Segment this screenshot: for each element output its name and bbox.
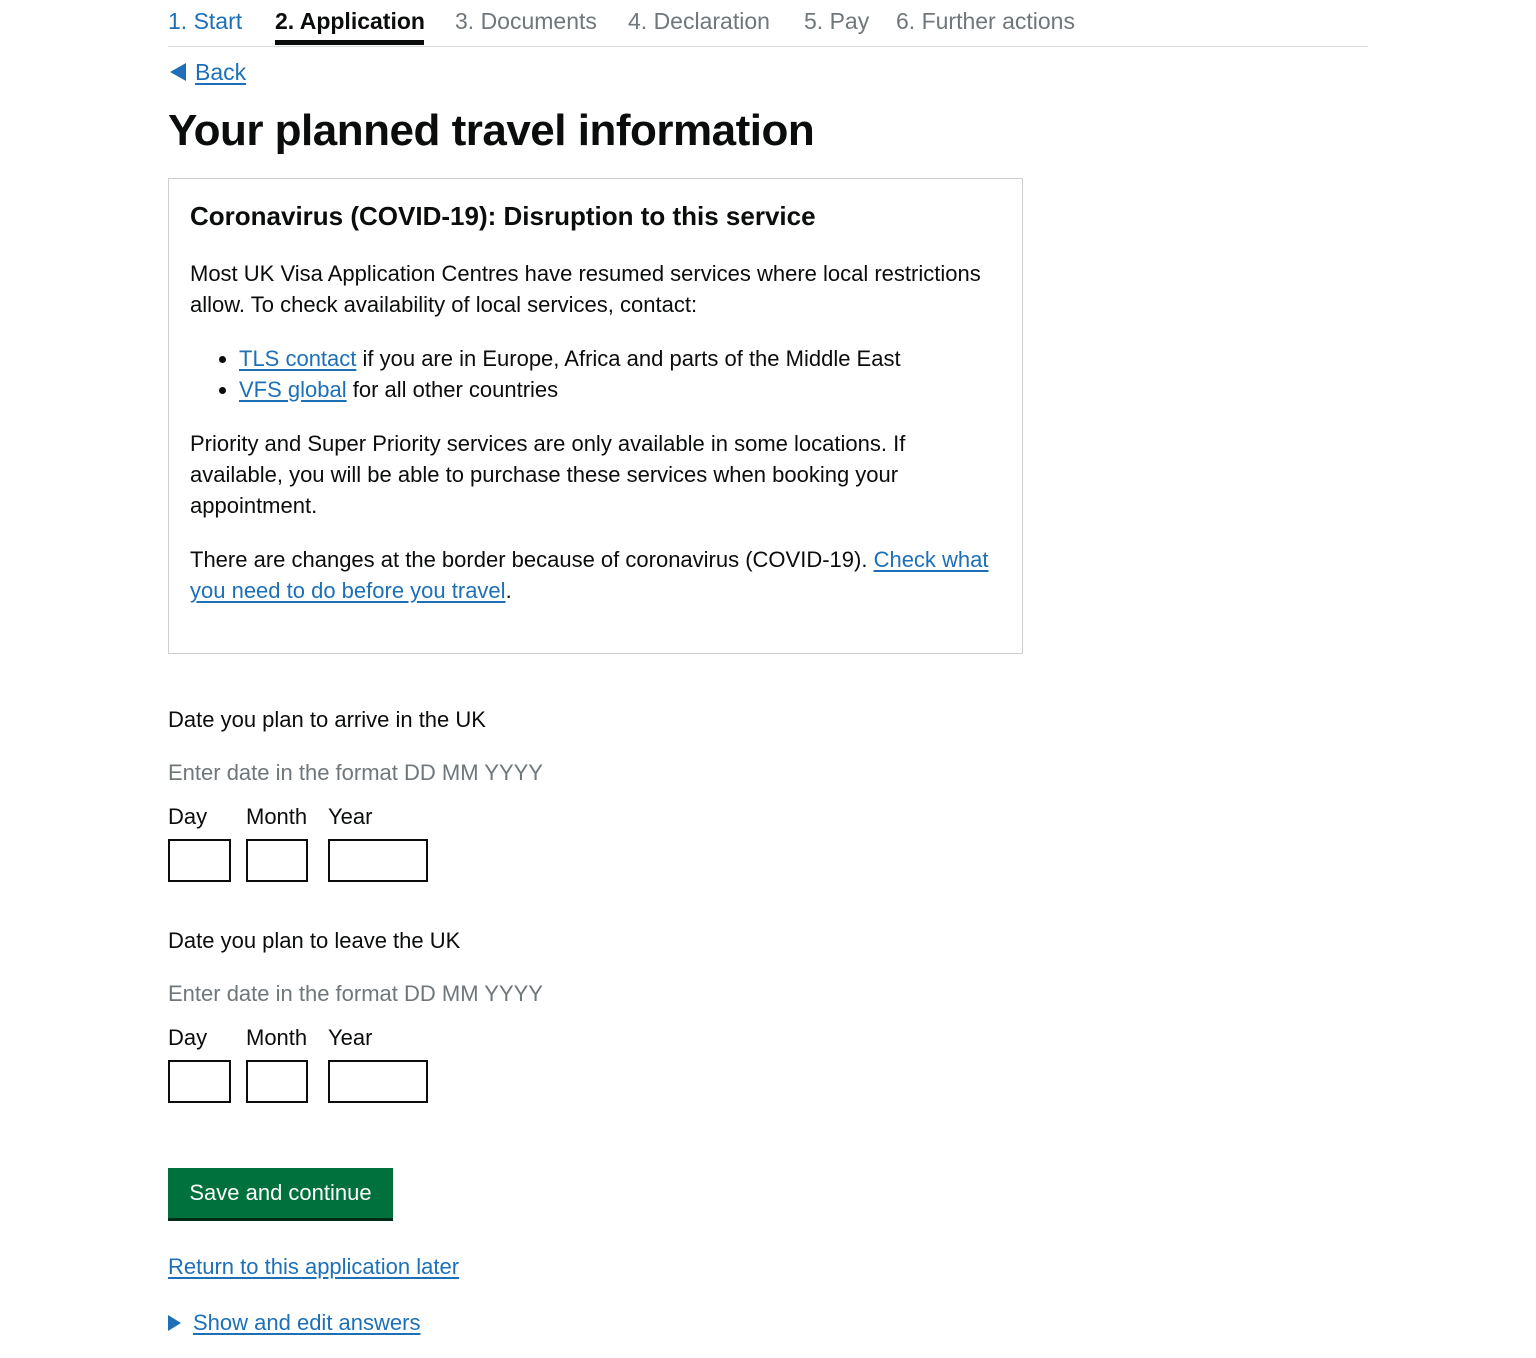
step-start[interactable]: 1. Start — [168, 8, 243, 34]
contact-list — [190, 343, 1001, 405]
arrival-month-input[interactable] — [246, 839, 308, 882]
departure-year-label: Year — [328, 1025, 373, 1050]
back-link-label: Back — [195, 58, 247, 85]
list-item — [239, 343, 1001, 374]
list-item — [239, 374, 1001, 405]
paragraph-end: . — [505, 578, 512, 603]
departure-year-input[interactable] — [328, 1060, 428, 1103]
step-documents: 3. Documents — [455, 8, 597, 34]
triangle-right-icon — [168, 1315, 181, 1331]
arrival-day-label: Day — [168, 804, 208, 829]
notice-paragraph-2: Priority and Super Priority services are only available in some locations. If available, you will be able to purchase these services when booking your appointment. — [190, 431, 906, 518]
arrival-year-label: Year — [328, 804, 373, 829]
back-arrow-icon — [170, 63, 186, 81]
check-before-travel-link[interactable]: Check what you need to do before you travel — [190, 547, 989, 603]
step-application: 2. Application — [275, 8, 425, 34]
step-pay: 5. Pay — [804, 8, 870, 34]
notice-heading: Coronavirus (COVID-19): Disruption to this service — [190, 201, 816, 231]
arrival-month-label: Month — [246, 804, 308, 829]
step-further-actions: 6. Further actions — [896, 8, 1075, 34]
arrival-date-hint: Enter date in the format DD MM YYYY — [168, 760, 543, 785]
list-item-text: for all other countries — [346, 377, 559, 402]
vfs-global-link[interactable]: VFS global — [239, 377, 347, 402]
departure-date-label: Date you plan to leave the UK — [168, 928, 461, 953]
save-and-continue-button[interactable]: Save and continue — [168, 1168, 393, 1218]
current-step-indicator — [275, 40, 424, 45]
return-later-link[interactable]: Return to this application later — [168, 1254, 460, 1279]
arrival-date-label: Date you plan to arrive in the UK — [168, 707, 486, 732]
page-title: Your planned travel information — [168, 106, 815, 155]
list-item-text: if you are in Europe, Africa and parts of the Middle East — [356, 346, 901, 371]
arrival-day-input[interactable] — [168, 839, 231, 882]
notice-paragraph-1: Most UK Visa Application Centres have resumed services where local restrictions allow. To check availability of local services, contact: — [190, 261, 981, 317]
arrival-year-input[interactable] — [328, 839, 428, 882]
departure-day-input[interactable] — [168, 1060, 231, 1103]
covid-notice — [168, 178, 1023, 654]
step-declaration: 4. Declaration — [628, 8, 770, 34]
show-edit-answers-toggle[interactable] — [168, 1308, 420, 1338]
departure-month-label: Month — [246, 1025, 308, 1050]
border-changes-text: There are changes at the border because of coronavirus (COVID-19). — [190, 547, 874, 572]
departure-month-input[interactable] — [246, 1060, 308, 1103]
notice-paragraph-3 — [190, 544, 1001, 606]
departure-day-label: Day — [168, 1025, 208, 1050]
departure-date-hint: Enter date in the format DD MM YYYY — [168, 981, 543, 1006]
show-edit-answers-label: Show and edit answers — [193, 1310, 421, 1335]
tls-contact-link[interactable]: TLS contact — [239, 346, 357, 371]
back-link[interactable] — [168, 58, 246, 86]
